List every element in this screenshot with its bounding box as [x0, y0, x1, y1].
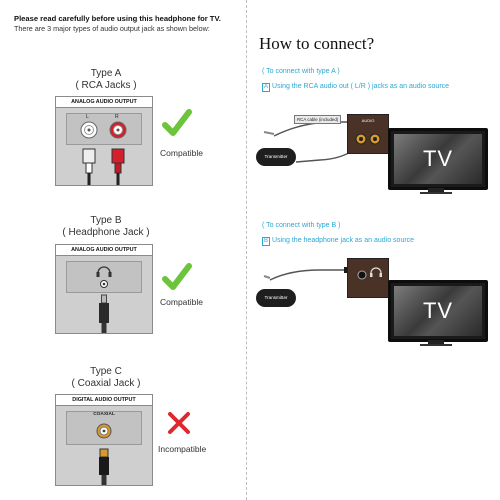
check-icon	[162, 262, 192, 292]
type-a-panel-label: ANALOG AUDIO OUTPUT	[56, 97, 152, 108]
intro-title: Please read carefully before using this headphone for TV.	[14, 14, 221, 23]
coaxial-jack-illustration	[56, 395, 152, 485]
type-c-verdict: Incompatible	[158, 444, 207, 454]
rca-cable-tag: RCA cable (included)	[294, 115, 341, 124]
type-a-connect-header: ( To connect with type A )	[262, 68, 340, 75]
type-c-panel	[55, 394, 153, 486]
cross-icon	[166, 410, 192, 436]
type-b-transmitter: Transmitter	[256, 289, 296, 307]
type-a-left-label: L	[86, 114, 89, 120]
type-b-tv-label: TV	[422, 298, 454, 323]
type-b-box: B	[264, 238, 269, 244]
type-b-name: Type B	[90, 215, 122, 226]
type-b-verdict: Compatible	[160, 297, 203, 307]
type-a-tv-label: TV	[422, 146, 454, 171]
audio-device-label: AUDIO	[361, 118, 375, 123]
type-a-connect-desc	[262, 83, 449, 92]
type-a-title	[26, 68, 186, 92]
type-c-name: Type C	[90, 366, 122, 377]
type-c-inner-label: COAXIAL	[93, 412, 115, 417]
type-b-title	[26, 215, 186, 239]
audio-output-device	[347, 114, 389, 154]
type-a-name: Type A	[90, 68, 122, 79]
intro-subtitle: There are 3 major types of audio output jack as shown below:	[14, 24, 210, 33]
type-a-desc-text: Using the RCA audio out ( L/R ) jacks as an audio source	[272, 83, 450, 90]
tv-base	[420, 344, 452, 346]
type-a-right-label: R	[115, 114, 119, 120]
type-a-box: A	[264, 84, 269, 90]
type-b-panel	[55, 244, 153, 334]
headphone-device-jack	[348, 259, 388, 297]
type-b-connect-header: ( To connect with type B )	[262, 222, 341, 229]
type-a-panel	[55, 96, 153, 186]
type-a-jack: ( RCA Jacks )	[75, 80, 137, 91]
column-divider	[246, 0, 247, 500]
type-c-panel-label: DIGITAL AUDIO OUTPUT	[56, 395, 152, 406]
headphone-output-device	[347, 258, 389, 298]
headphone-jack-illustration	[56, 245, 152, 333]
type-b-panel-label: ANALOG AUDIO OUTPUT	[56, 245, 152, 256]
type-b-connect-desc	[262, 237, 414, 246]
check-icon	[162, 108, 192, 138]
rca-jacks-illustration	[56, 97, 152, 185]
type-a-transmitter: Transmitter	[256, 148, 296, 166]
how-to-connect-title: How to connect?	[259, 34, 375, 53]
type-b-desc-text: Using the headphone jack as an audio source	[272, 237, 415, 244]
type-b-tv	[388, 280, 488, 342]
type-c-title	[26, 366, 186, 390]
type-a-tv	[388, 128, 488, 190]
type-a-verdict: Compatible	[160, 148, 203, 158]
tv-base	[420, 192, 452, 194]
type-b-jack: ( Headphone Jack )	[62, 227, 150, 238]
audio-device-jacks	[348, 115, 388, 153]
type-c-jack: ( Coaxial Jack )	[71, 378, 141, 389]
